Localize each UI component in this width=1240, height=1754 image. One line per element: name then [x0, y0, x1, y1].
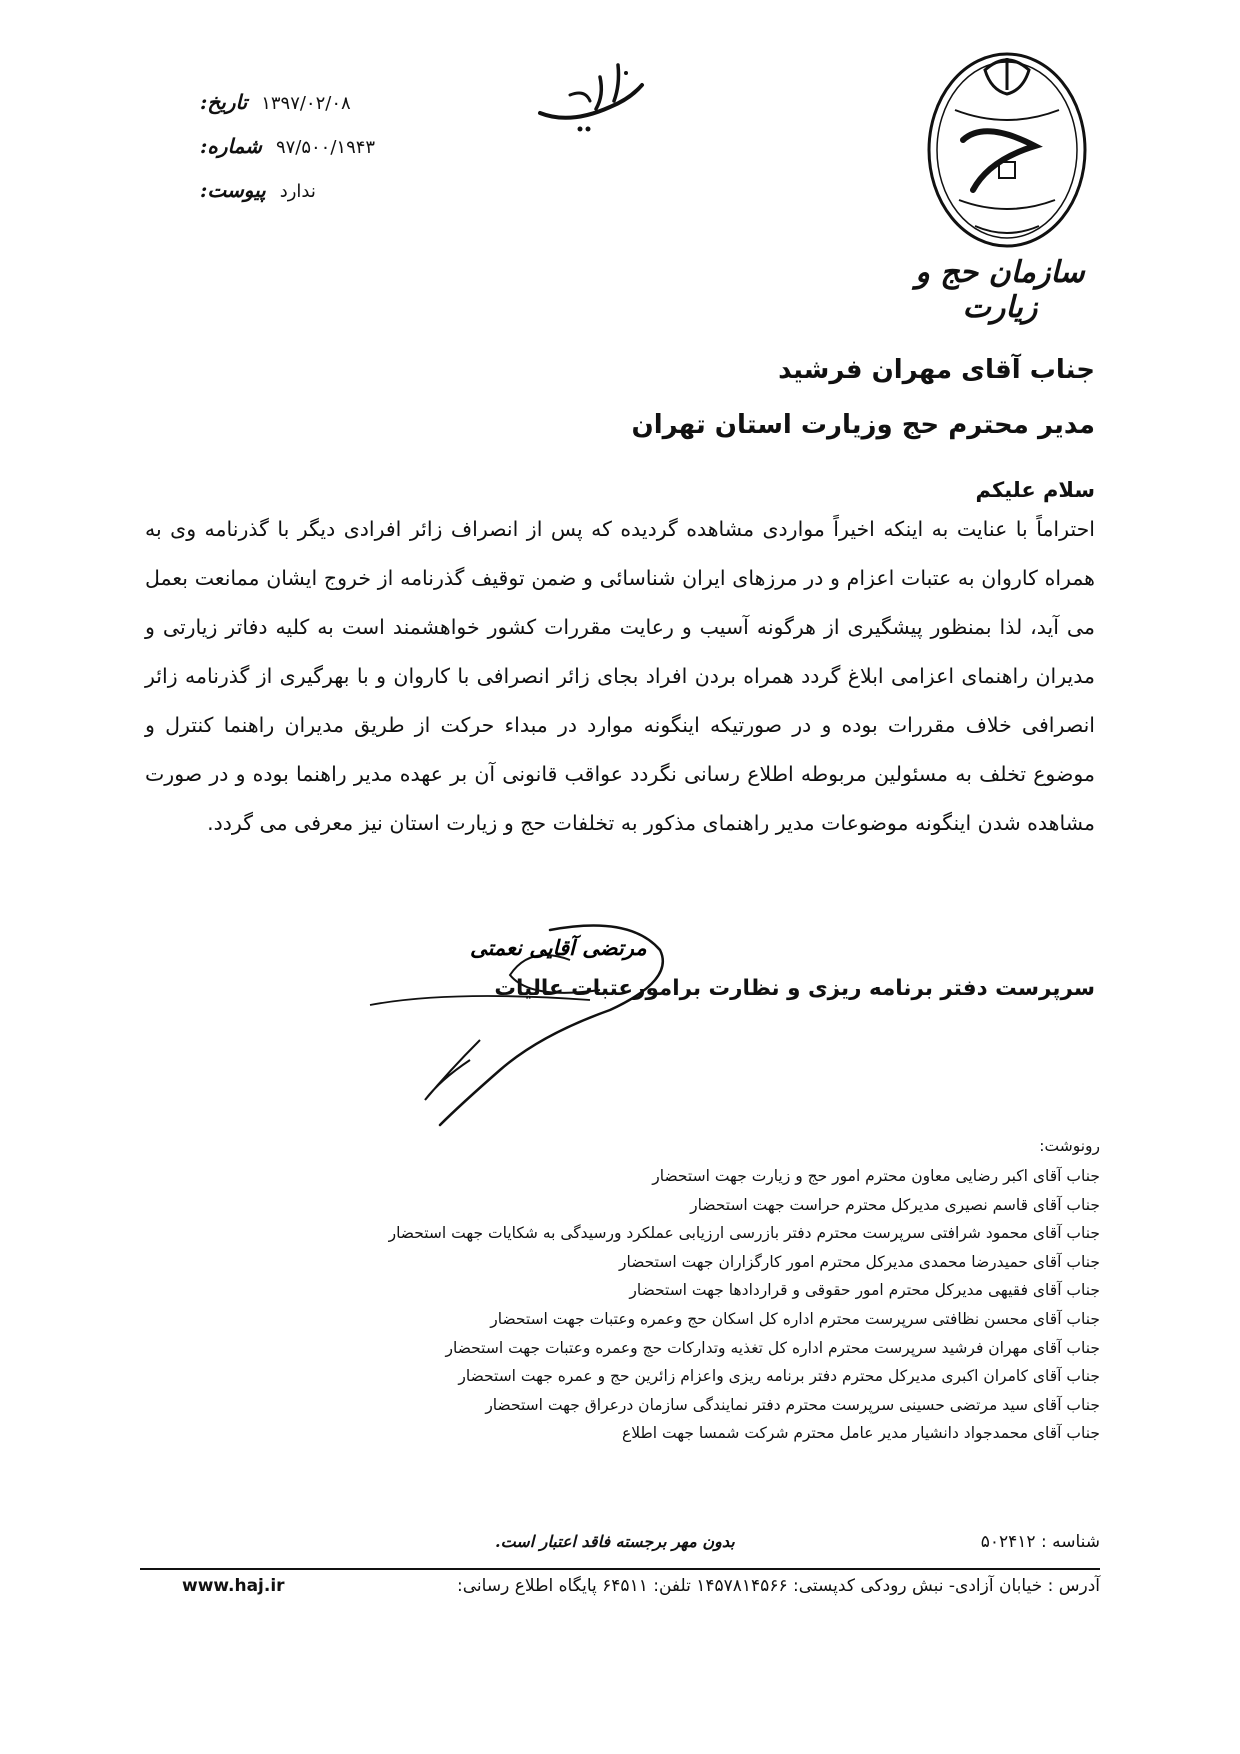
date-row — [200, 90, 420, 134]
document-id-label: شناسه : — [1040, 1532, 1100, 1552]
attachment-row — [200, 178, 420, 222]
tabarrok-calligraphy — [530, 55, 650, 135]
date-value: ۱۳۹۷/۰۲/۰۸ — [261, 93, 351, 114]
cc-item: جناب آقای اکبر رضایی معاون محترم امور حج و زیارت جهت استحضار — [652, 1167, 1100, 1185]
cc-item: جناب آقای محمدجواد دانشیار مدیر عامل محترم شرکت شمسا جهت اطلاع — [621, 1424, 1100, 1443]
attachment-value: ندارد — [279, 181, 316, 202]
cc-item: جناب آقای فقیهی مدیرکل محترم امور حقوقی و قراردادها جهت استحضار — [629, 1281, 1100, 1300]
cc-item: جناب آقای حمیدرضا محمدی مدیرکل محترم امور کارگزاران جهت استحضار — [619, 1252, 1100, 1271]
date-label: تاریخ: — [200, 90, 248, 114]
cc-list — [389, 1162, 1100, 1448]
number-label: شماره: — [200, 134, 262, 158]
signature-name: مرتضی آقایی نعمتی — [470, 935, 647, 960]
cc-item: جناب آقای محمود شرافتی سرپرست محترم دفتر بازرسی ارزیابی عملکرد ورسیدگی به شکایات جهت استحضار — [388, 1224, 1100, 1243]
letter-body: احتراماً با عنایت به اینکه اخیراً مواردی مشاهده گردیده که پس از انصراف زائر افرادی دیگر با گذرنامه وی به همراه کاروان به عتبات اعزام و در مرزهای ایران شناسائی و ضمن توقیف گذرنامه از خروج ایشان ممانعت بعمل می آید، لذا بمنظور پیشگیری از هرگونه آسیب و رعایت مقررات کشور خواهشمند است به کلیه دفاتر زیارتی و مدیران راهنمای اعزامی ابلاغ گردد همراه بردن افراد بجای زائر انصرافی با کاروان و با بهرگیری از گذرنامه زائر انصرافی خلاف مقررات بوده و در صورتیکه اینگونه موارد در مبداء حرکت از طریق مدیران راهنما کنترل و موضوع تخلف به مسئولین مربوطه اطلاع رسانی نگردد عواقب قانونی آن بر عهده مدیر راهنما بوده و در صورت مشاهده شدن اینگونه موضوعات مدیر راهنمای مذکور به تخلفات حج و زیارت استان نیز معرفی می گردد. — [145, 517, 1095, 835]
document-id — [981, 1532, 1100, 1552]
cc-item: جناب آقای مهران فرشید سرپرست محترم اداره کل تغذیه وتدارکات حج وعمره وعتبات جهت استحضار — [445, 1338, 1100, 1357]
website-link[interactable]: www.haj.ir — [182, 1576, 285, 1596]
cc-title: رونوشت: — [1039, 1137, 1100, 1155]
document-id-value: ۵۰۲۴۱۲ — [980, 1532, 1036, 1552]
cc-item: جناب آقای سید مرتضی حسینی سرپرست محترم دفتر نمایندگی سازمان درعراق جهت استحضار — [485, 1395, 1100, 1414]
hajj-organization-emblem — [925, 50, 1090, 250]
footer-address: آدرس : خیابان آزادی- نبش رودکی کدپستی: ۱۴۵۷۸۱۴۵۶۶ تلفن: ۶۴۵۱۱ پایگاه اطلاع رسانی: — [457, 1576, 1100, 1596]
addressee-name: جناب آقای مهران فرشید — [778, 355, 1095, 385]
footer-divider — [140, 1568, 1100, 1570]
cc-item: جناب آقای کامران اکبری مدیرکل محترم دفتر برنامه ریزی واعزام زائرین حج و عمره جهت استحضار — [458, 1367, 1100, 1386]
cc-item: جناب آقای قاسم نصیری مدیرکل محترم حراست جهت استحضار — [690, 1195, 1100, 1214]
no-stamp-note: بدون مهر برجسته فاقد اعتبار است. — [495, 1532, 735, 1551]
organization-name: سازمان حج و زیارت — [915, 255, 1085, 325]
cc-item: جناب آقای محسن نظافتی سرپرست محترم اداره کل اسکان حج وعمره وعتبات جهت استحضار — [490, 1309, 1100, 1328]
greeting: سلام علیکم — [975, 478, 1095, 502]
signer-title: سرپرست دفتر برنامه ریزی و نظارت برامورعتبات عالیات — [494, 976, 1095, 1001]
attachment-label: پیوست: — [200, 178, 266, 202]
addressee-title: مدیر محترم حج وزیارت استان تهران — [631, 410, 1095, 440]
number-row — [200, 134, 420, 178]
letter-meta — [200, 90, 420, 222]
number-value: ۹۷/۵۰۰/۱۹۴۳ — [275, 137, 376, 158]
